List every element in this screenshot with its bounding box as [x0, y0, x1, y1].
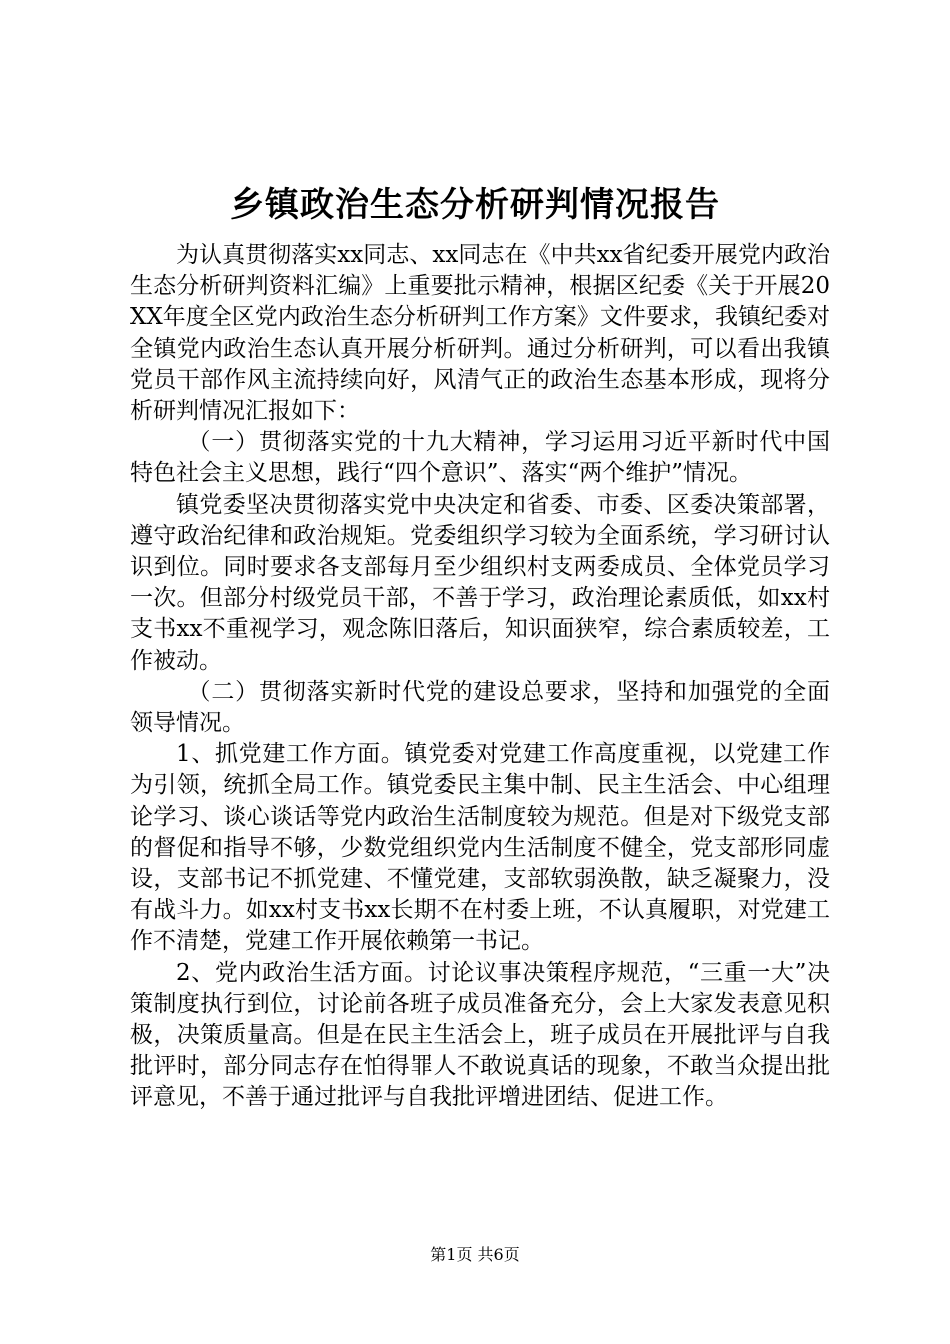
section-heading-1: （一）贯彻落实党的十九大精神，学习运用习近平新时代中国特色社会主义思想，践行“四个意识”、落实“两个维护”情况。 — [130, 429, 830, 487]
body-paragraph: 镇党委坚决贯彻落实党中央决定和省委、市委、区委决策部署，遵守政治纪律和政治规矩。党委组织学习较为全面系统，学习研讨认识到位。同时要求各支部每月至少组织村支两委成员、全体党员学习一次。但部分村级党员干部，不善于学习，政治理论素质低，如xx村支书xx不重视学习，观念陈旧落后，知识面狭窄，综合素质较差，工作被动。 — [130, 491, 830, 674]
item-paragraph-1: 1、抓党建工作方面。镇党委对党建工作高度重视，以党建工作为引领，统抓全局工作。镇党委民主集中制、民主生活会、中心组理论学习、谈心谈话等党内政治生活制度较为规范。但是对下级党支部的督促和指导不够，少数党组织党内生活制度不健全，党支部形同虚设，支部书记不抓党建、不懂党建，支部软弱涣散，缺乏凝聚力，没有战斗力。如xx村支书xx长期不在村委上班，不认真履职，对党建工作不清楚，党建工作开展依赖第一书记。 — [130, 741, 830, 955]
document-title: 乡镇政治生态分析研判情况报告 — [230, 185, 720, 225]
item-paragraph-2: 2、党内政治生活方面。讨论议事决策程序规范，“三重一大”决策制度执行到位，讨论前各班子成员准备充分，会上大家发表意见积极，决策质量高。但是在民主生活会上，班子成员在开展批评与自我批评时，部分同志存在怕得罪人不敢说真话的现象，不敢当众提出批评意见，不善于通过批评与自我批评增进团结、促进工作。 — [130, 959, 830, 1111]
page-number-footer: 第1页 共6页 — [430, 1245, 520, 1264]
intro-paragraph: 为认真贯彻落实xx同志、xx同志在《中共xx省纪委开展党内政治生态分析研判资料汇编》上重要批示精神，根据区纪委《关于开展20XX年度全区党内政治生态分析研判工作方案》文件要求，我镇纪委对全镇党内政治生态认真开展分析研判。通过分析研判，可以看出我镇党员干部作风主流持续向好，风清气正的政治生态基本形成，现将分析研判情况汇报如下： — [130, 242, 830, 425]
section-heading-2: （二）贯彻落实新时代党的建设总要求，坚持和加强党的全面领导情况。 — [130, 678, 830, 737]
document-body — [130, 240, 830, 1114]
